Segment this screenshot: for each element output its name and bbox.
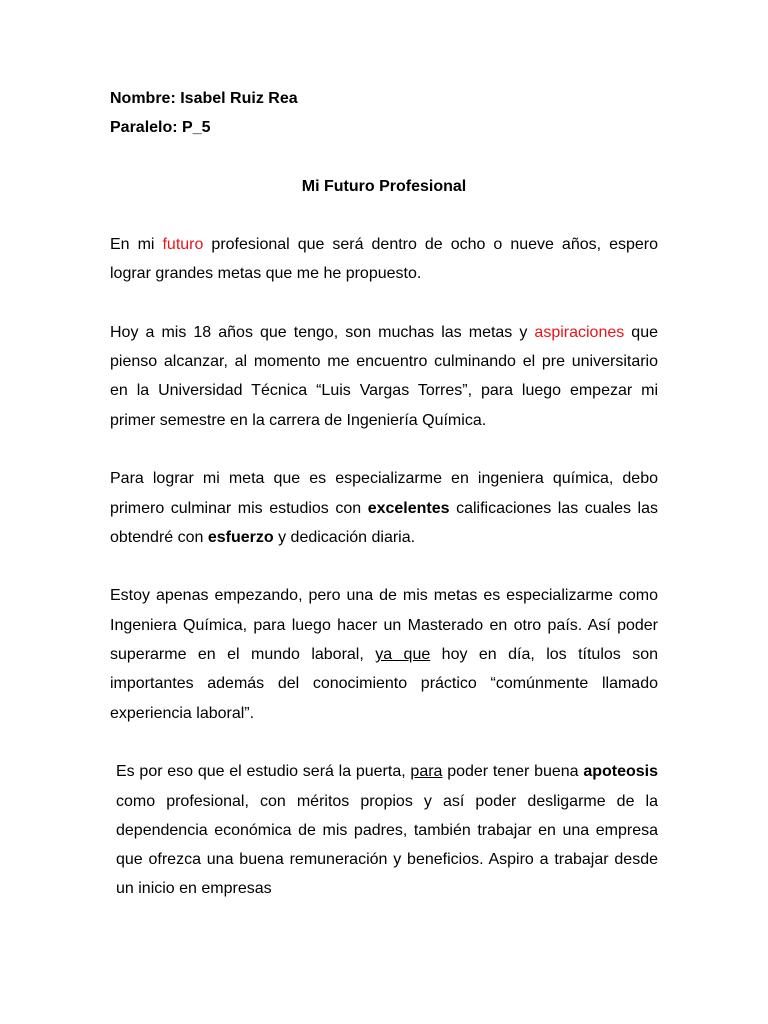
paragraph-2: [110, 318, 658, 435]
parallel-label: Paralelo:: [110, 119, 178, 137]
p3-text-a: Para lograr mi meta que es especializarme en ingeniera química, debo primero culminar mis estudios con: [110, 470, 658, 517]
name-value: Isabel Ruiz Rea: [180, 90, 298, 107]
p5-underline-para: para: [410, 763, 443, 781]
p4-text-a: Estoy apenas empezando, pero una de mis metas es especializarme como Ingeniera Química, para luego hacer un Masterado en otro país. Así poder superarme en el mundo laboral,: [110, 587, 658, 664]
parallel-line: [110, 113, 658, 142]
p3-bold-excelentes: excelentes: [367, 499, 450, 517]
document-title: Mi Futuro Profesional: [301, 177, 467, 195]
p3-text-c: calificaciones las cuales las obtendré con: [110, 499, 659, 546]
p4-underline-ya-que: ya que: [375, 646, 431, 664]
paragraph-3: [110, 464, 658, 552]
paragraph-1: [110, 230, 658, 289]
p4-text-c: hoy en día, los títulos son importantes además del conocimiento práctico “comúnmente llamado experiencia laboral”.: [110, 646, 658, 722]
p2-text-a: Hoy a mis 18 años que tengo, son muchas las metas y: [110, 323, 535, 341]
p3-text-e: y dedicación diaria.: [273, 528, 416, 546]
document-body: [110, 84, 658, 904]
p2-highlight-aspiraciones: aspiraciones: [534, 323, 625, 341]
p5-text-a: Es por eso que el estudio será la puerta,: [116, 763, 411, 781]
p5-text-c: poder tener buena: [442, 763, 584, 781]
p5-bold-apoteosis: apoteosis: [583, 763, 658, 781]
p2-text-c: que pienso alcanzar, al momento me encuentro culminando el pre universitario en la Universidad Técnica “Luis Vargas Torres”, para luego empezar mi primer semestre en la carrera de Ingeniería Química.: [110, 323, 659, 429]
student-name-line: [110, 84, 658, 113]
p1-text-c: profesional que será dentro de ocho o nueve años, espero lograr grandes metas que me he propuesto.: [110, 235, 659, 283]
paragraph-4: [110, 581, 658, 727]
paragraph-5: [110, 757, 658, 903]
parallel-value: P_5: [182, 119, 211, 137]
p1-highlight-futuro: futuro: [162, 235, 204, 253]
p3-bold-esfuerzo: esfuerzo: [207, 528, 274, 546]
name-label: Nombre:: [110, 90, 176, 107]
p1-text-a: En mi: [110, 235, 163, 253]
p5-text-e: como profesional, con méritos propios y así poder desligarme de la dependencia económica de mis padres, también trabajar en una empresa que ofrezca una buena remuneración y beneficios. Aspiro a trabajar desde un inicio en empresas: [116, 792, 658, 898]
